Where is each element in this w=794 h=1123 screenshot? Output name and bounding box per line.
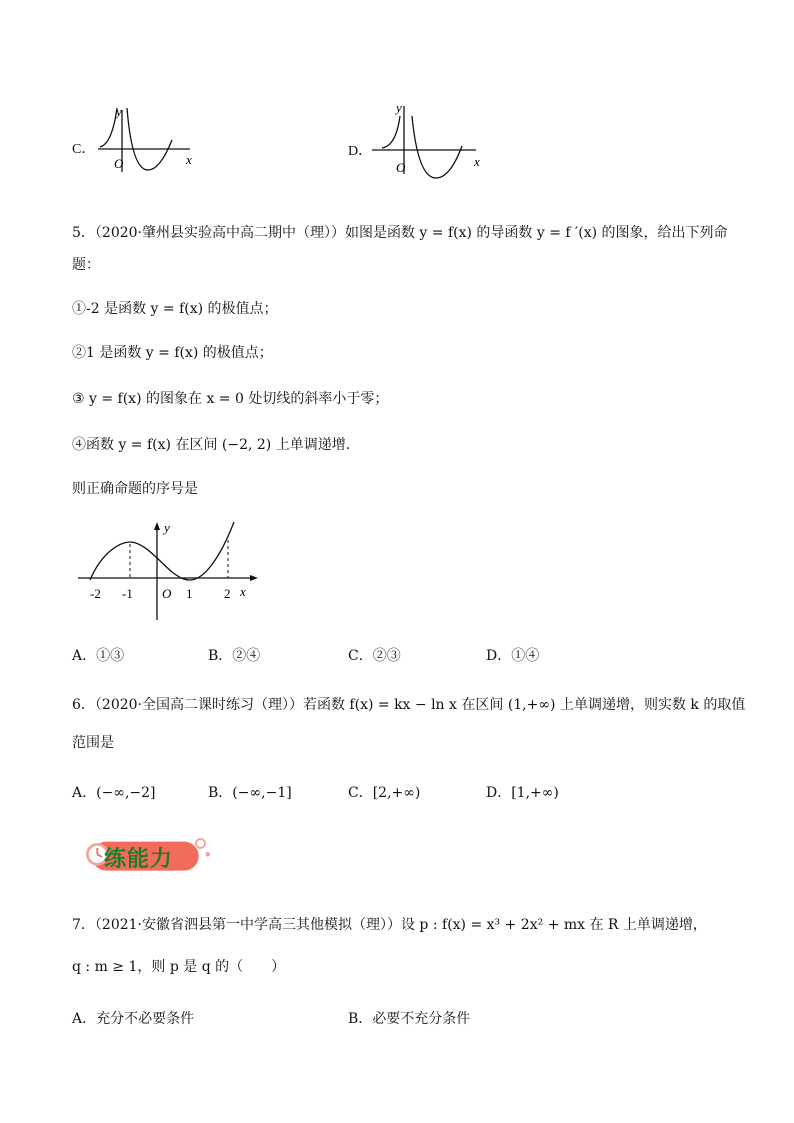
d-y-label: y bbox=[396, 100, 402, 115]
q5-option-b[interactable]: B．②④ bbox=[208, 648, 261, 664]
q5-item-2: ②1 是函数 y = f(x) 的极值点； bbox=[72, 345, 273, 361]
d-x-label: x bbox=[474, 154, 480, 169]
q5-stem-line1: 5．（2020·肇州县实验高中高二期中（理））如图是函数 y = f(x) 的导函数 y = f ′(x) 的图象，给出下列命 bbox=[72, 225, 728, 241]
c-origin-label: O bbox=[114, 156, 124, 171]
q5-curve bbox=[90, 522, 234, 580]
q7-stem-line2: q : m ≥ 1，则 p 是 q 的（ ） bbox=[72, 959, 286, 975]
q5-x-label: x bbox=[240, 584, 246, 599]
c-curve-right bbox=[127, 108, 172, 170]
d-curve-left bbox=[382, 116, 400, 148]
q5-option-d[interactable]: D．①④ bbox=[486, 648, 540, 664]
q5-y-label: y bbox=[164, 520, 170, 535]
q6-option-c[interactable]: C．[2,+∞) bbox=[348, 785, 421, 801]
q5-item-3: ③ y = f(x) 的图象在 x = 0 处切线的斜率小于零； bbox=[72, 391, 389, 407]
c-curve-left bbox=[100, 108, 117, 147]
q6-stem-line1: 6．（2020·全国高二课时练习（理））若函数 f(x) = kx − ln x 在区间 (1,+∞) 上单调递增，则实数 k 的取值 bbox=[72, 697, 746, 713]
section-badge-label: 练能力 bbox=[104, 847, 174, 872]
d-origin-label: O bbox=[396, 160, 406, 175]
q5-item-1: ①-2 是函数 y = f(x) 的极值点； bbox=[72, 301, 278, 317]
badge-ring-icon bbox=[196, 839, 205, 848]
q5-x-arrow bbox=[250, 575, 258, 581]
q5-question: 则正确命题的序号是 bbox=[72, 481, 198, 497]
q6-stem-line2: 范围是 bbox=[72, 735, 114, 751]
option-c-label: C． bbox=[72, 142, 96, 157]
c-x-label: x bbox=[186, 152, 192, 167]
q5-item-4: ④函数 y = f(x) 在区间 (−2, 2) 上单调递增. bbox=[72, 437, 351, 453]
c-y-label: y bbox=[116, 104, 122, 119]
q5-option-c[interactable]: C．②③ bbox=[348, 648, 401, 664]
d-curve-right bbox=[412, 116, 462, 178]
option-d-label: D． bbox=[348, 144, 373, 159]
q6-option-d[interactable]: D．[1,+∞) bbox=[486, 785, 559, 801]
q5-stem-line2: 题： bbox=[72, 257, 100, 273]
q7-stem-line1: 7．（2021·安徽省泗县第一中学高三其他模拟（理））设 p : f(x) = x³ + 2x² + mx 在 R 上单调递增， bbox=[72, 917, 707, 933]
badge-dot-icon bbox=[205, 852, 210, 857]
q7-option-b[interactable]: B．必要不充分条件 bbox=[348, 1011, 471, 1027]
q5-origin-label: O bbox=[162, 586, 172, 601]
q5-tick-2: 2 bbox=[224, 586, 231, 601]
q5-y-arrow bbox=[154, 522, 160, 530]
q5-derivative-graph bbox=[72, 518, 262, 628]
q5-tick-minus2: -2 bbox=[90, 586, 101, 601]
q6-option-b[interactable]: B．(−∞,−1] bbox=[208, 785, 292, 801]
q5-option-a[interactable]: A．①③ bbox=[72, 648, 125, 664]
q7-option-a[interactable]: A．充分不必要条件 bbox=[72, 1011, 195, 1027]
graph-option-c bbox=[90, 100, 200, 180]
q5-tick-1: 1 bbox=[186, 586, 193, 601]
graph-option-d bbox=[368, 100, 488, 180]
q5-tick-minus1: -1 bbox=[122, 586, 133, 601]
q6-option-a[interactable]: A．(−∞,−2] bbox=[72, 785, 156, 801]
